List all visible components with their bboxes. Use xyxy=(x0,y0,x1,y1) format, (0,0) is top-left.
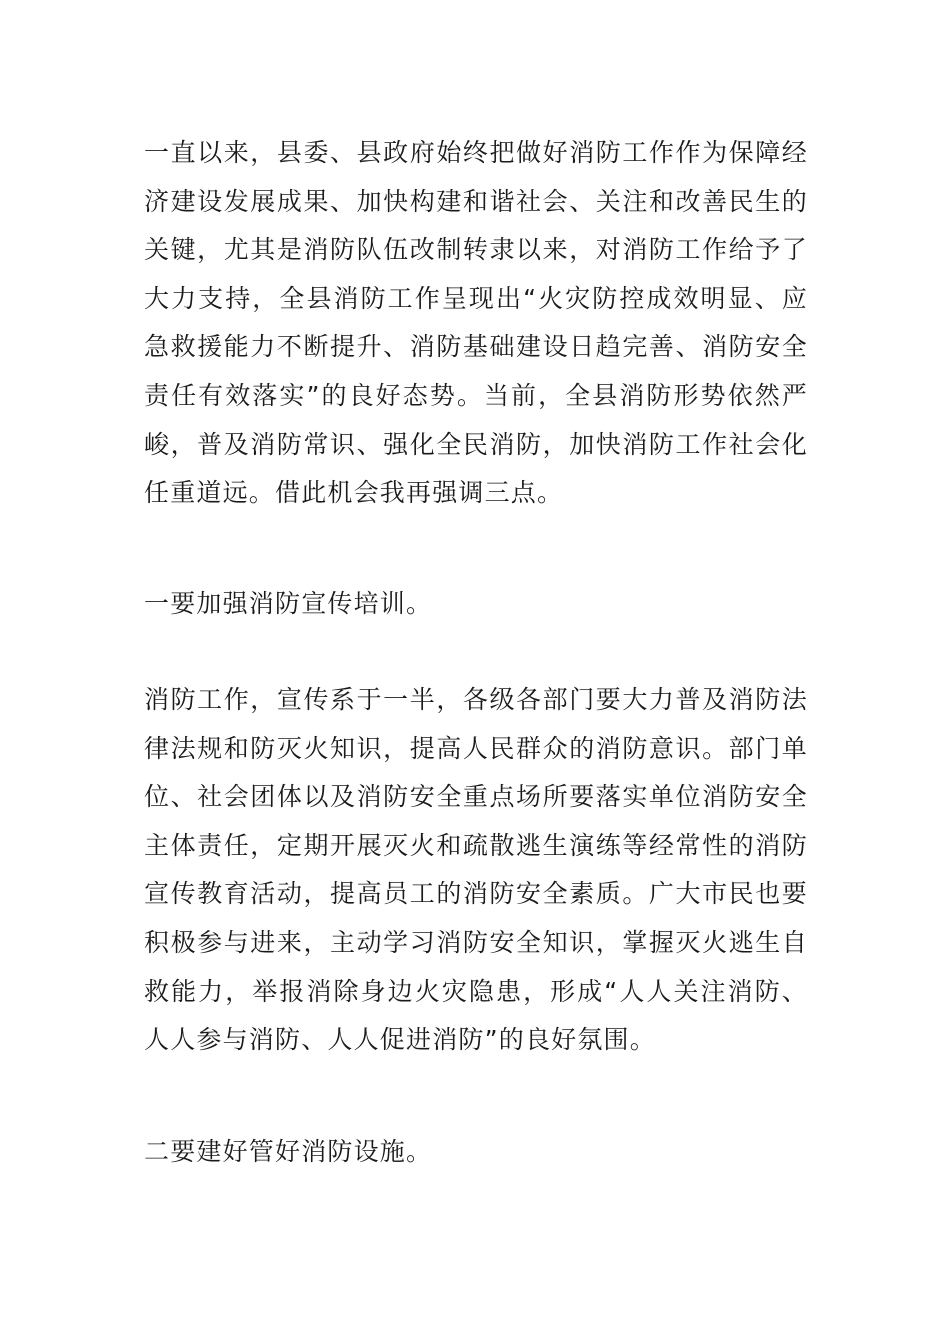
point-heading-one: 一要加强消防宣传培训。 xyxy=(144,589,433,618)
body-paragraph-intro: 一直以来，县委、县政府始终把做好消防工作作为保障经济建设发展成果、加快构建和谐社会、关注和改善民生的关键，尤其是消防队伍改制转隶以来，对消防工作给予了大力支持，全县消防工作呈现出“火灾防控成效明显、应急救援能力不断提升、消防基础建设日趋完善、消防安全责任有效落实”的良好态势。当前，全县消防形势依然严峻，普及消防常识、强化全民消防，加快消防工作社会化任重道远。借此机会我再强调三点。 xyxy=(144,138,808,508)
point-heading-two: 二要建好管好消防设施。 xyxy=(144,1137,433,1166)
body-paragraph-publicity: 消防工作，宣传系于一半，各级各部门要大力普及消防法律法规和防灭火知识，提高人民群众的消防意识。部门单位、社会团体以及消防安全重点场所要落实单位消防安全主体责任，定期开展灭火和疏散逃生演练等经常性的消防宣传教育活动，提高员工的消防安全素质。广大市民也要积极参与进来，主动学习消防安全知识，掌握灭火逃生自救能力，举报消除身边火灾隐患，形成“人人关注消防、人人参与消防、人人促进消防”的良好氛围。 xyxy=(144,685,808,1055)
